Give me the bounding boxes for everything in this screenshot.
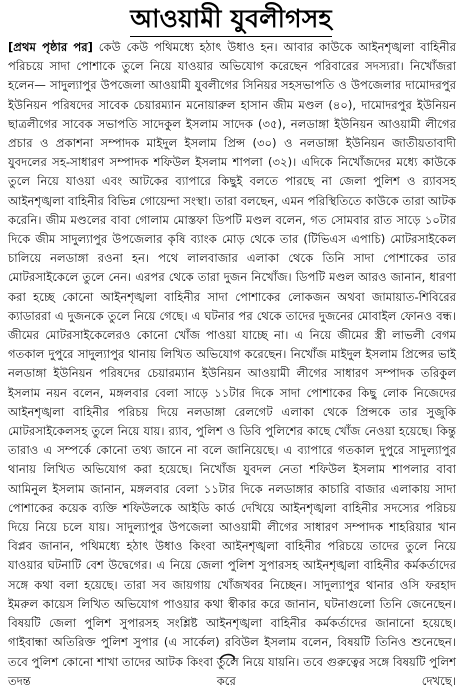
headline: আওয়ামী যুবলীগসহ [130, 4, 332, 37]
cut-off-character-fragment [216, 652, 246, 660]
continued-from-page-marker: [প্রথম পৃষ্ঠার পর] [8, 40, 93, 54]
article-text: কেউ কেউ পথিমধ্যে হঠাৎ উধাও হন। আবার কাউকে আইনশৃঙ্খলা বাহিনীর পরিচয়ে সাদা পোশাকে তুলে নিয়ে যাওয়ার অভিযোগ করেছেন পরিবারের সদস্যরা। নিখোঁজরা হলেন— সাদুল্যাপুর উপজেলা আওয়ামী যুবলীগের সিনিয়র সহসভাপতি ও উপজেলার দামোদরপুর ইউনিয়ন পরিষদের সাবেক চেয়ারম্যান মনোয়ারুল হাসান জীম মণ্ডল (৪০), দামোদরপুর ইউনিয়ন ছাত্রলীগের সাবেক সভাপতি সাদেকুল ইসলাম সাদেক (৩৫), নলডাঙ্গা ইউনিয়ন আওয়ামী লীগের প্রচার ও প্রকাশনা সম্পাদক মাইদুল ইসলাম প্রিন্স (৩০) ও নলডাঙ্গা ইউনিয়ন জাতীয়তাবাদী যুবদলের সহ-সাধারণ সম্পাদক শফিউল ইসলাম শাপলা (৩২)। এদিকে নিখোঁজদের মধ্যে কাউকে তুলে নিয়ে যাওয়া এবং আটকের ব্যাপারে কিছুই বলতে পারছে না জেলা পুলিশ ও র‍্যাবসহ আইনশৃঙ্খলা বাহিনীর বিভিন্ন গোয়েন্দা সংস্থা। তারা বলছেন, এমন পরিস্থিতিতে কাউকে তারা আটক করেনি। জীম মণ্ডলের বাবা গোলাম মোস্তফা ডিপটি মণ্ডল বলেন, গত সোমবার রাত সাড়ে ১০টার দিকে জীম সাদুল্যাপুর উপজেলার কৃষি ব্যাংক মোড় থেকে তার (টিভিএস এপাচি) মোটরসাইকেল চালিয়ে নলডাঙ্গা রওনা হন। পথে লালবাজার এলাকা থেকে তিনি সাদা পোশাকের তার মোটরসাইকেলে তুলে নেন। এরপর থেকে তারা দুজন নিখোঁজ। ডিপটি মণ্ডল আরও জানান, ধারণা করা হচ্ছে কোনো আইনশৃঙ্খলা বাহিনীর সাদা পোশাকের লোকজন অথবা জামায়াত-শিবিরের ক্যাডাররা এ দুজনকে তুলে নিয়ে গেছে। এ ঘটনার পর থেকে তাদের দুজনের মোবাইল ফোনও বন্ধ। জীমের মোটরসাইকেলেরও কোনো খোঁজ পাওয়া যাচ্ছে না। এ নিয়ে জীমের স্ত্রী লাভলী বেগম গতকাল দুপুরে সাদুল্যাপুর থানায় লিখিত অভিযোগ করেছেন। নিখোঁজ মাইদুল ইসলাম প্রিন্সের ভাই নলডাঙ্গা ইউনিয়ন পরিষদের চেয়ারম্যান ইউনিয়ন আওয়ামী লীগের সাধারণ সম্পাদক তরিকুল ইসলাম নয়ন বলেন, মঙ্গলবার বেলা সাড়ে ১১টার দিকে সাদা পোশাকের কিছু লোক নিজেদের আইনশৃঙ্খলা বাহিনীর পরিচয় দিয়ে নলডাঙ্গা রেলগেট এলাকা থেকে প্রিন্সকে তার সুজুকি মোটরসাইকেলসহ তুলে নিয়ে যায়। র‍্যাব, পুলিশ ও ডিবি পুলিশের কাছে খোঁজ নেওয়া হয়েছে। কিন্তু তারাও এ সম্পর্কে কোনো তথ্য জানে না বলে জানিয়েছে। এ ব্যাপারে গতকাল দুপুরে সাদুল্যাপুর থানায় লিখিত অভিযোগ করা হয়েছে। নিখোঁজ যুবদল নেতা শফিউল ইসলাম শাপলার বাবা আমিনুল ইসলাম জানান, মঙ্গলবার বেলা ১১টার দিকে নলডাঙ্গার কাচারি বাজার এলাকায় সাদা পোশাকের কয়েক ব্যক্তি শফিউলকে আইডি কার্ড দেখিয়ে আইনশৃঙ্খলা বাহিনীর সদস্যের পরিচয় দিয়ে নিয়ে চলে যায়। সাদুল্যাপুর উপজেলা আওয়ামী লীগের সাধারণ সম্পাদক শাহরিয়ার খান বিপ্লব জানান, পথিমধ্যে হঠাৎ উধাও কিংবা আইনশৃঙ্খলা বাহিনীর পরিচয়ে তাদের তুলে নিয়ে যাওয়ার ঘটনাটি বেশ উদ্বেগের। এ নিয়ে জেলা পুলিশ সুপারসহ আইনশৃঙ্খলা বাহিনীর কর্মকর্তাদের সঙ্গে কথা বলা হয়েছে। তারা সব জায়গায় খোঁজখবর নিচ্ছেন। সাদুল্যাপুর থানার ওসি ফরহাদ ইমরুল কায়েস লিখিত অভিযোগ পাওয়ার কথা স্বীকার করে জানান, ঘটনাগুলো তিনি জেনেছেন। বিষয়টি জেলা পুলিশ সুপারসহ সংশ্লিষ্ট আইনশৃঙ্খলা বাহিনীর কর্মকর্তাদের জানানো হয়েছে। গাইবান্ধা অতিরিক্ত পুলিশ সুপার (এ সার্কেল) রবিউল ইসলাম বলেন, বিষয়টি তিনিও শুনেছেন। তবে পুলিশ কোনো শাখা তাদের আটক কিংবা তুলে নিয়ে যায়নি। তবে গুরুত্বের সঙ্গে বিষয়টি পুলিশ তদন্ত করে দেখছে। [8, 40, 457, 688]
article-body [8, 38, 457, 688]
headline-container [0, 4, 462, 37]
